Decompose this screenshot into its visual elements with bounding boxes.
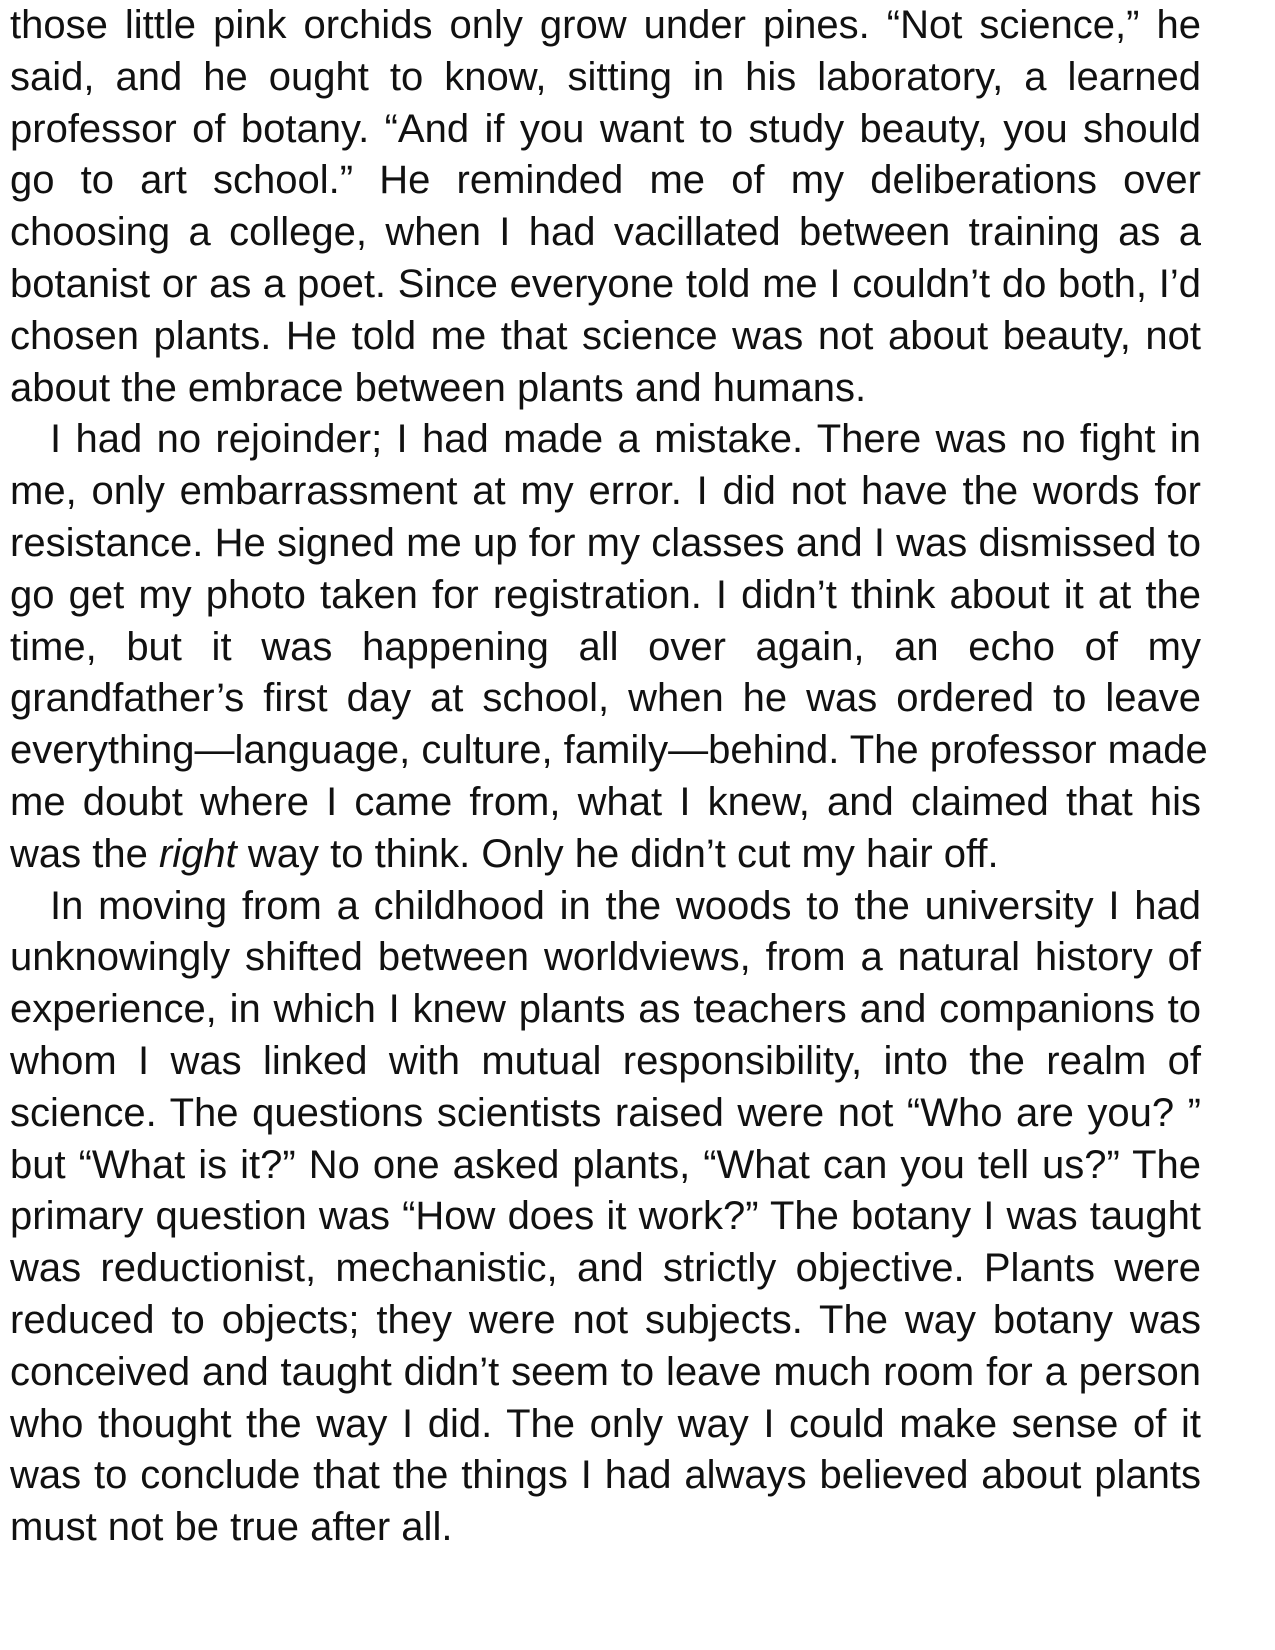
text-line bbox=[10, 673, 1201, 725]
text-run: me doubt where I came from, what I knew, and claimed that his bbox=[10, 779, 1201, 824]
text-line bbox=[10, 259, 1201, 311]
text-run: who thought the way I did. The only way I could make sense of it bbox=[10, 1401, 1201, 1446]
text-line bbox=[10, 1450, 1201, 1502]
text-line bbox=[10, 1191, 1201, 1243]
text-line bbox=[10, 1347, 1201, 1399]
text-run: those little pink orchids only grow under pines. “Not science,” he bbox=[10, 3, 1201, 47]
text-run: whom I was linked with mutual responsibility, into the realm of bbox=[10, 1038, 1201, 1083]
text-run: way to think. Only he didn’t cut my hair off. bbox=[236, 831, 999, 876]
text-line bbox=[10, 1036, 1201, 1088]
text-run: botanist or as a poet. Since everyone told me I couldn’t do both, I’d bbox=[10, 261, 1201, 306]
text-run: grandfather’s first day at school, when he was ordered to leave bbox=[10, 676, 1201, 721]
text-run: chosen plants. He told me that science was not about beauty, not bbox=[10, 313, 1201, 358]
text-line bbox=[10, 881, 1201, 933]
text-run: but “What is it?” No one asked plants, “What can you tell us?” The bbox=[10, 1142, 1201, 1187]
text-run: everything—language, culture, family—behind. The professor made bbox=[10, 728, 1208, 773]
text-line bbox=[10, 518, 1201, 570]
text-run: choosing a college, when I had vacillated between training as a bbox=[10, 210, 1201, 255]
emphasis-text: right bbox=[158, 831, 237, 876]
text-run: I had no rejoinder; I had made a mistake. There was no fight in bbox=[50, 417, 1201, 462]
text-run: resistance. He signed me up for my classes and I was dismissed to bbox=[10, 520, 1201, 565]
book-page bbox=[10, 0, 1208, 1554]
text-line bbox=[10, 829, 1201, 881]
text-run: me, only embarrassment at my error. I did not have the words for bbox=[10, 469, 1201, 514]
text-line bbox=[10, 0, 1201, 52]
paragraph-1 bbox=[10, 0, 1201, 414]
text-line bbox=[10, 622, 1201, 674]
text-run: time, but it was happening all over again, an echo of my bbox=[10, 624, 1201, 669]
text-line bbox=[10, 1295, 1201, 1347]
text-line bbox=[10, 932, 1201, 984]
text-line bbox=[10, 1502, 1201, 1554]
text-line bbox=[10, 984, 1201, 1036]
paragraph-3 bbox=[10, 881, 1201, 1554]
text-run: science. The questions scientists raised were not “Who are you? ” bbox=[10, 1090, 1201, 1135]
text-run: conceived and taught didn’t seem to leave much room for a person bbox=[10, 1349, 1201, 1394]
text-run: was reductionist, mechanistic, and strictly objective. Plants were bbox=[10, 1246, 1201, 1291]
text-line bbox=[10, 1088, 1201, 1140]
text-line bbox=[10, 52, 1201, 104]
paragraph-2 bbox=[10, 414, 1208, 880]
text-run: about the embrace between plants and humans. bbox=[10, 365, 867, 410]
text-line bbox=[10, 777, 1201, 829]
text-line bbox=[10, 570, 1201, 622]
text-run: go get my photo taken for registration. I didn’t think about it at the bbox=[10, 572, 1201, 617]
text-run: experience, in which I knew plants as teachers and companions to bbox=[10, 987, 1201, 1032]
text-line bbox=[10, 466, 1201, 518]
text-run: said, and he ought to know, sitting in his laboratory, a learned bbox=[10, 54, 1201, 99]
text-run: was to conclude that the things I had always believed about plants bbox=[10, 1453, 1201, 1498]
text-run: In moving from a childhood in the woods to the university I had bbox=[50, 883, 1201, 928]
text-run: professor of botany. “And if you want to study beauty, you should bbox=[10, 106, 1201, 151]
text-line bbox=[10, 1140, 1201, 1192]
text-line bbox=[10, 414, 1201, 466]
text-run: was the bbox=[10, 831, 159, 876]
text-line bbox=[10, 1243, 1201, 1295]
text-line bbox=[10, 311, 1201, 363]
text-line bbox=[10, 104, 1201, 156]
text-line bbox=[10, 725, 1208, 777]
text-run: reduced to objects; they were not subjects. The way botany was bbox=[10, 1297, 1201, 1342]
text-line bbox=[10, 207, 1201, 259]
text-run: go to art school.” He reminded me of my deliberations over bbox=[10, 158, 1201, 203]
text-run: primary question was “How does it work?” The botany I was taught bbox=[10, 1194, 1201, 1239]
text-line bbox=[10, 363, 1201, 415]
text-run: must not be true after all. bbox=[10, 1505, 453, 1550]
text-line bbox=[10, 155, 1201, 207]
body-text bbox=[10, 0, 1208, 1554]
text-line bbox=[10, 1399, 1201, 1451]
text-run: unknowingly shifted between worldviews, from a natural history of bbox=[10, 935, 1201, 980]
